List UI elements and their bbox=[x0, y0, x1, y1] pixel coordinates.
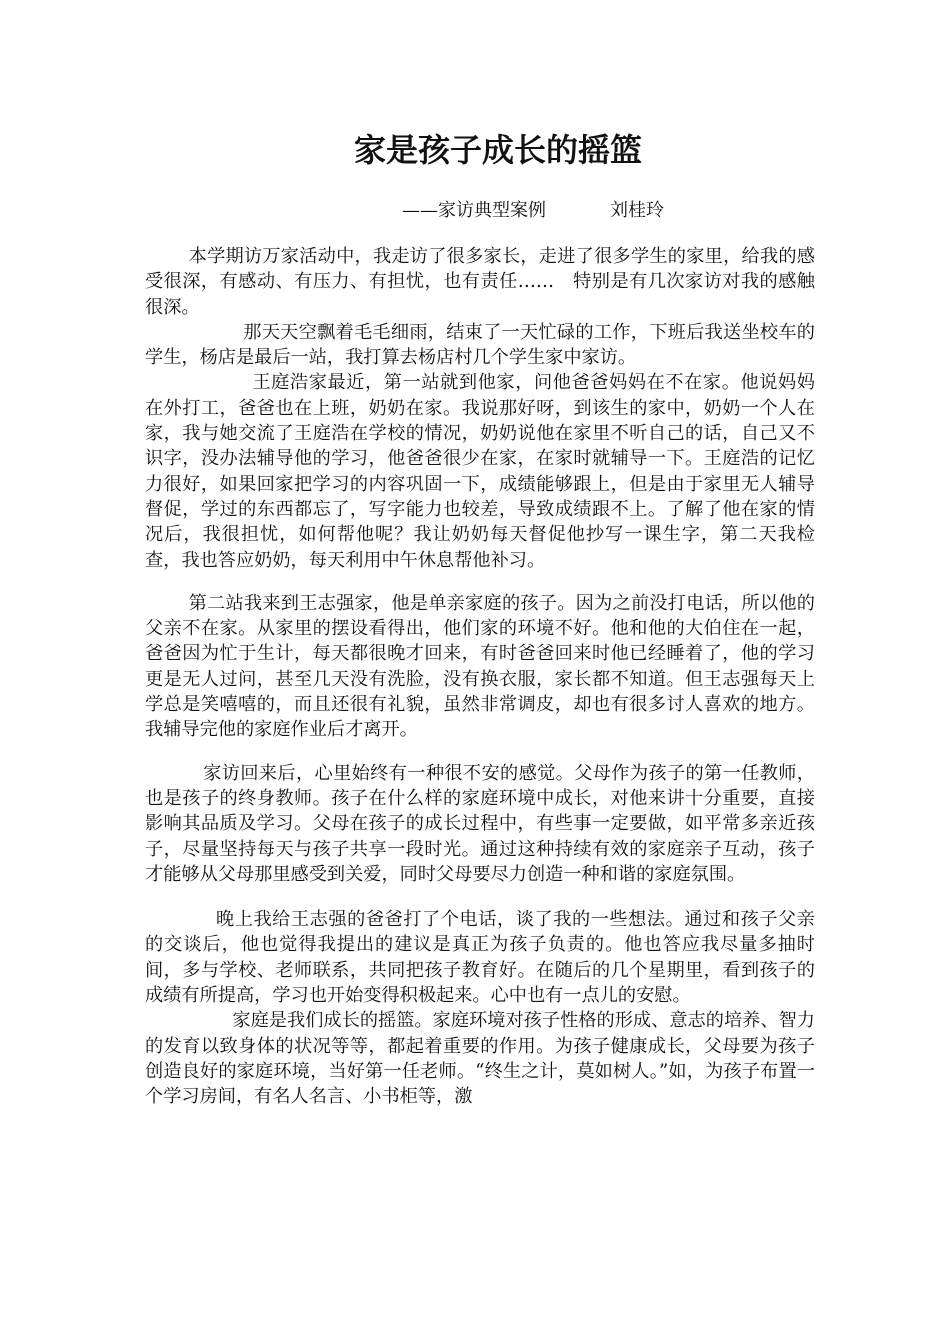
document-title: 家是孩子成长的摇篮 bbox=[354, 131, 643, 169]
paragraph-intro: 本学期访万家活动中，我走访了很多家长，走进了很多学生的家里，给我的感受很深，有感动、有压力、有担忧，也有责任…… 特别是有几次家访对我的感触很深。 bbox=[145, 246, 815, 318]
document-subtitle: ——家访典型案例 bbox=[402, 200, 546, 221]
document-body bbox=[145, 244, 815, 1110]
paragraph-phone-call: 晚上我给王志强的爸爸打了个电话，谈了我的一些想法。通过和孩子父亲的交谈后，他也觉得我提出的建议是真正为孩子负责的。他也答应我尽量多抽时间，多与学校、老师联系，共同把孩子教育好。在随后的几个星期里，看到孩子的成绩有所提高，学习也开始变得积极起来。心中也有一点儿的安慰。 bbox=[145, 909, 815, 1007]
paragraph-reflection: 家访回来后，心里始终有一种很不安的感觉。父母作为孩子的第一任教师，也是孩子的终身教师。孩子在什么样的家庭环境中成长，对他来讲十分重要，直接影响其品质及学习。父母在孩子的成长过程中，有些事一定要做，如平常多亲近孩子，尽量坚持每天与孩子共享一段时光。通过这种持续有效的家庭亲子互动，孩子才能够从父母那里感受到关爱，同时父母要尽力创造一种和谐的家庭氛围。 bbox=[145, 762, 815, 885]
document-subtitle-line bbox=[402, 198, 664, 224]
paragraph-rainy-day: 那天天空飘着毛毛细雨，结束了一天忙碌的工作，下班后我送坐校车的学生，杨店是最后一站，我打算去杨店村几个学生家中家访。 bbox=[145, 321, 815, 369]
paragraph-second-visit: 第二站我来到王志强家，他是单亲家庭的孩子。因为之前没打电话，所以他的父亲不在家。从家里的摆设看得出，他们家的环境不好。他和他的大伯住在一起，爸爸因为忙于生计，每天都很晚才回来，有时爸爸回来时他已经睡着了，他的学习更是无人过问，甚至几天没有洗脸，没有换衣服，家长都不知道。但王志强每天上学总是笑嘻嘻的，而且还很有礼貌，虽然非常调皮，却也有很多讨人喜欢的地方。我辅导完他的家庭作业后才离开。 bbox=[145, 592, 815, 741]
paragraph-first-visit: 王庭浩家最近，第一站就到他家，问他爸爸妈妈在不在家。他说妈妈在外打工，爸爸也在上班，奶奶在家。我说那好呀，到该生的家中，奶奶一个人在家，我与她交流了王庭浩在学校的情况，奶奶说他在家里不听自己的话，自己又不识字，没办法辅导他的学习，他爸爸很少在家，在家时就辅导一下。王庭浩的记忆力很好，如果回家把学习的内容巩固一下，成绩能够跟上，但是由于家里无人辅导督促，学过的东西都忘了，写字能力也较差，导致成绩跟不上。了解了他在家的情况后，我很担忧，如何帮他呢？我让奶奶每天督促他抄写一课生字，第二天我检查，我也答应奶奶，每天利用中午休息帮他补习。 bbox=[145, 372, 815, 571]
paragraph-family-cradle: 家庭是我们成长的摇篮。家庭环境对孩子性格的形成、意志的培养、智力的发育以致身体的状况等等，都起着重要的作用。为孩子健康成长，父母要为孩子创造良好的家庭环境，当好第一任老师。“终生之计，莫如树人。”如，为孩子布置一个学习房间，有名人名言、小书柜等，激 bbox=[145, 1010, 815, 1108]
document-author: 刘桂玲 bbox=[610, 200, 664, 221]
